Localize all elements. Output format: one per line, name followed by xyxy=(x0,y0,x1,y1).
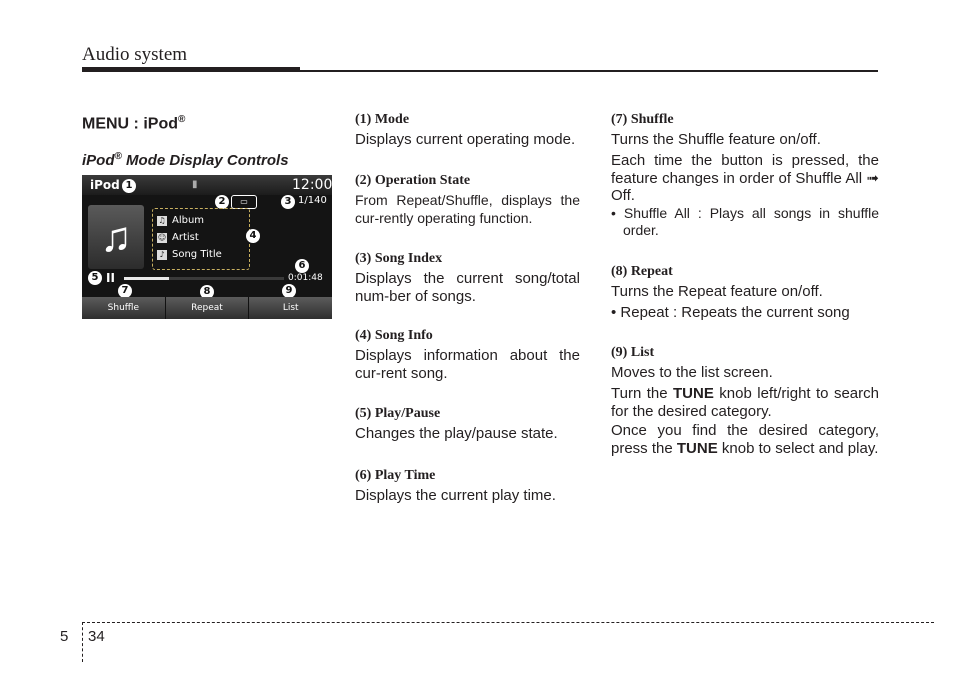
body-repeat-1: Turns the Repeat feature on/off. xyxy=(611,283,823,300)
body-list-3 xyxy=(611,422,879,457)
badge-6: 6 xyxy=(295,259,309,273)
heading-song-info: (4) Song Info xyxy=(355,328,433,343)
display-controls-text: Mode Display Controls xyxy=(121,152,289,169)
badge-7: 7 xyxy=(118,284,132,298)
list-button[interactable]: List xyxy=(249,297,332,319)
bullet-shuffle: • Shuffle All : Plays all songs in shuffle order. xyxy=(611,205,879,238)
play-time: 0:01:48 xyxy=(288,273,323,283)
pause-icon[interactable]: II xyxy=(106,271,115,285)
body-list-3c: knob to select and play. xyxy=(717,439,879,457)
page-number: 34 xyxy=(88,628,105,645)
ipod-screen xyxy=(82,175,332,319)
badge-2: 2 xyxy=(215,195,229,209)
heading-shuffle: (7) Shuffle xyxy=(611,112,674,127)
body-play-pause: Changes the play/pause state. xyxy=(355,425,558,442)
badge-4: 4 xyxy=(246,229,260,243)
artist-icon: ☺ xyxy=(157,233,167,242)
album-art xyxy=(88,205,144,269)
badge-3: 3 xyxy=(281,195,295,209)
artist-label: Artist xyxy=(172,232,199,243)
body-list-1: Moves to the list screen. xyxy=(611,364,773,381)
body-shuffle-1: Turns the Shuffle feature on/off. xyxy=(611,131,821,148)
song-index: 1/140 xyxy=(298,195,327,206)
display-controls-ipod: iPod xyxy=(82,152,115,169)
heading-list: (9) List xyxy=(611,345,655,360)
song-info-box xyxy=(152,208,250,270)
tune-keyword-2: TUNE xyxy=(676,439,718,457)
bullet-repeat: • Repeat : Repeats the current song xyxy=(611,304,850,321)
body-list-2 xyxy=(611,385,879,420)
clock: 12:00 xyxy=(292,177,332,193)
badge-5: 5 xyxy=(88,271,102,285)
badge-9: 9 xyxy=(282,284,296,298)
song-title-icon: ♪ xyxy=(157,250,167,260)
chapter-number: 5 xyxy=(60,628,69,645)
info-row-artist xyxy=(157,232,199,243)
page-header-title: Audio system xyxy=(82,44,188,65)
body-operation-state: From Repeat/Shuffle, displays the cur-rently operating function. xyxy=(355,192,580,226)
body-mode: Displays current operating mode. xyxy=(355,131,576,148)
song-title-label: Song Title xyxy=(172,249,222,260)
mode-label: iPod xyxy=(90,178,120,192)
info-row-title xyxy=(157,249,222,260)
heading-repeat: (8) Repeat xyxy=(611,264,673,279)
screen-button-bar xyxy=(82,297,332,319)
body-play-time: Displays the current play time. xyxy=(355,487,556,504)
display-controls-heading xyxy=(82,151,289,169)
footer-divider xyxy=(82,622,83,662)
info-row-album xyxy=(157,215,204,226)
progress-track[interactable] xyxy=(124,277,284,280)
album-label: Album xyxy=(172,215,205,226)
heading-operation-state: (2) Operation State xyxy=(355,173,471,188)
heading-play-pause: (5) Play/Pause xyxy=(355,406,441,421)
heading-song-index: (3) Song Index xyxy=(355,251,443,266)
progress-fill xyxy=(124,277,169,280)
badge-1: 1 xyxy=(122,179,136,193)
body-list-3a: Once you find the desired category, press the xyxy=(611,422,879,457)
tune-keyword-1: TUNE xyxy=(673,385,714,402)
header-rule-thick xyxy=(82,67,300,72)
badge-8: 8 xyxy=(200,285,214,299)
repeat-button[interactable]: Repeat xyxy=(166,297,250,319)
battery-icon: ▮ xyxy=(192,179,198,190)
footer-rule xyxy=(82,622,934,623)
registered-mark: ® xyxy=(178,114,186,125)
album-icon: ♫ xyxy=(158,216,166,225)
body-song-index: Displays the current song/total num-ber of songs. xyxy=(355,270,580,305)
shuffle-button[interactable]: Shuffle xyxy=(82,297,166,319)
heading-mode: (1) Mode xyxy=(355,112,410,127)
body-list-2a: Turn the xyxy=(611,385,673,402)
body-list-2c: knob left/right to search for the desired category. xyxy=(611,385,879,420)
operation-state-icon: ▭ xyxy=(231,195,257,209)
menu-heading xyxy=(82,114,185,133)
menu-heading-text: MENU : iPod xyxy=(82,115,178,133)
heading-play-time: (6) Play Time xyxy=(355,468,436,483)
music-note-icon: ♫ xyxy=(100,213,132,260)
header-rule-thin xyxy=(300,70,878,72)
body-shuffle-2: Each time the button is pressed, the feature changes in order of Shuffle All ➟ Off. xyxy=(611,152,879,204)
registered-mark-2: ® xyxy=(114,151,122,162)
body-song-info: Displays information about the cur-rent song. xyxy=(355,347,580,382)
